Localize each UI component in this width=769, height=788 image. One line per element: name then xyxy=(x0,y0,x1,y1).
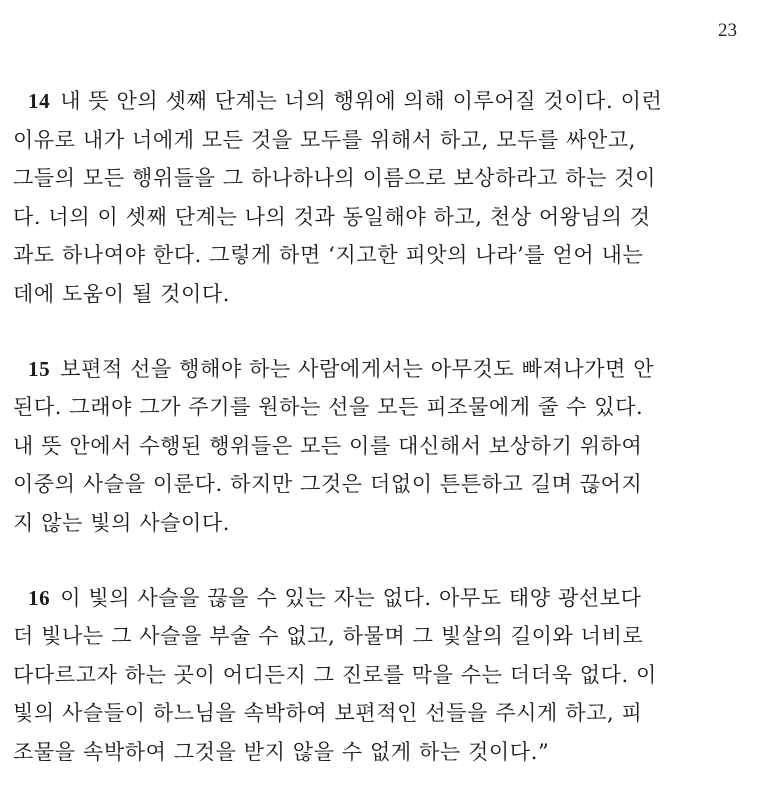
paragraph-line: 과도 하나여야 한다. 그렇게 하면 ‘지고한 피앗의 나라’를 얻어 내는 xyxy=(13,243,644,268)
paragraph-first-line xyxy=(0,82,769,121)
paragraph-first-line xyxy=(0,579,769,618)
paragraph-line: 내 뜻 안에서 수행된 행위들은 모든 이를 대신해서 보상하기 위하여 xyxy=(13,433,643,458)
paragraph-line: 지 않는 빛의 사슬이다. xyxy=(13,510,231,535)
line-text: 내 뜻 안의 셋째 단계는 너의 행위에 의해 이루어질 것이다. 이런 xyxy=(60,89,663,113)
paragraph-line: 그들의 모든 행위들을 그 하나하나의 이름으로 보상하라고 하는 것이 xyxy=(13,166,657,191)
paragraph-line: 조물을 속박하여 그것을 받지 않을 수 없게 하는 것이다.” xyxy=(13,739,550,764)
line-text: 이 빛의 사슬을 끊을 수 있는 자는 없다. 아무도 태양 광선보다 xyxy=(60,585,642,610)
paragraph-14 xyxy=(0,82,769,314)
paragraph-line: 이중의 사슬을 이룬다. 하지만 그것은 더없이 튼튼하고 길며 끊어지 xyxy=(13,472,643,497)
paragraph-line: 더 빛나는 그 사슬을 부술 수 없고, 하물며 그 빛살의 길이와 너비로 xyxy=(13,624,644,649)
page-number: 23 xyxy=(718,20,737,41)
paragraph-number: 14 xyxy=(28,89,51,113)
paragraph-line: 다다르고자 하는 곳이 어디든지 그 진로를 막을 수는 더더욱 없다. 이 xyxy=(13,662,657,687)
document-body xyxy=(0,82,769,772)
paragraph-line: 빛의 사슬들이 하느님을 속박하여 보편적인 선들을 주시게 하고, 피 xyxy=(13,701,643,726)
line-text: 보편적 선을 행해야 하는 사람에게서는 아무것도 빠져나가면 안 xyxy=(60,356,655,381)
paragraph-line: 다. 너의 이 셋째 단계는 나의 것과 동일해야 하고, 천상 어왕님의 것 xyxy=(13,204,651,229)
paragraph-16 xyxy=(0,579,769,772)
paragraph-first-line xyxy=(0,350,769,389)
paragraph-line: 데에 도움이 될 것이다. xyxy=(13,281,231,306)
paragraph-line: 된다. 그래야 그가 주기를 원하는 선을 모든 피조물에게 줄 수 있다. xyxy=(13,395,644,420)
paragraph-15 xyxy=(0,350,769,543)
paragraph-number: 16 xyxy=(28,585,51,610)
paragraph-line: 이유로 내가 너에게 모든 것을 모두를 위해서 하고, 모두를 싸안고, xyxy=(13,127,637,152)
paragraph-number: 15 xyxy=(28,356,51,381)
